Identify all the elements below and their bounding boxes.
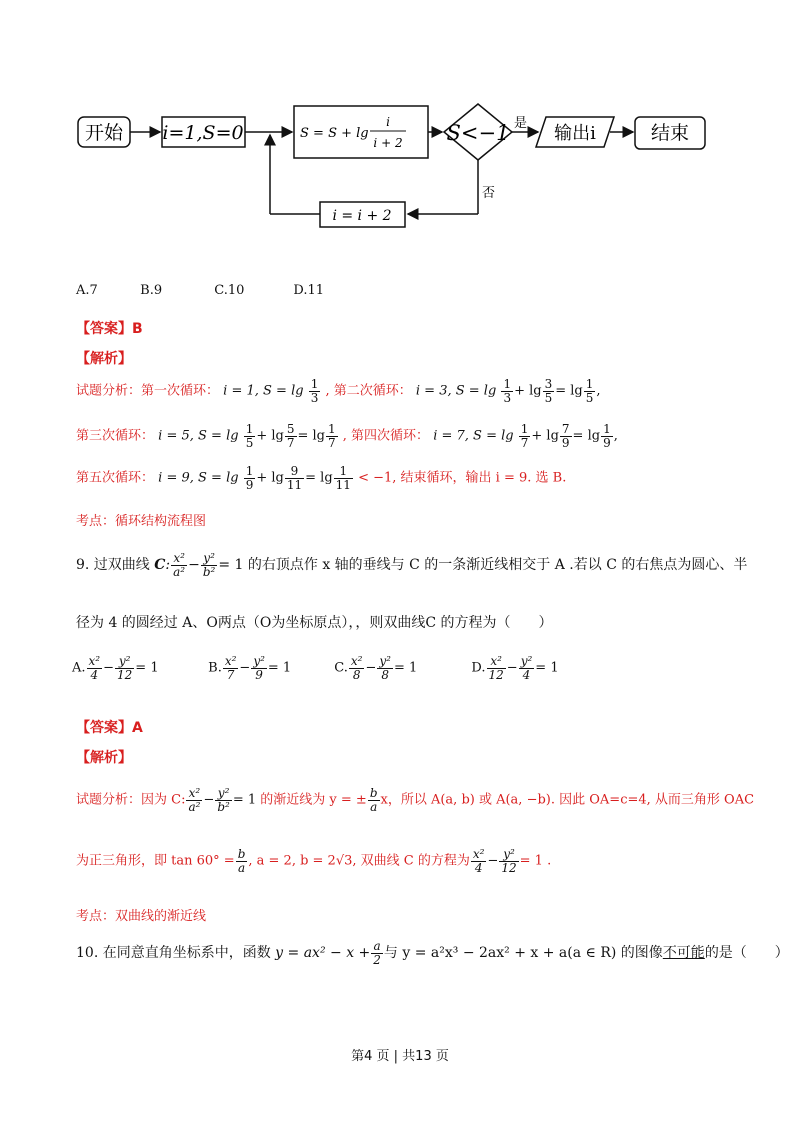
- q9-stem-line-1: 9. 过双曲线 C: $\frac{\text{x²}}{\text{a²}}$ − $\frac{\text{y²}}{\text{b²}}$ = 1 的右顶点作 x 轴的垂线与 C 的一条渐近线相交于 A .若以 C 的右焦点为圆心、半: [76, 551, 748, 579]
- no-label: 否: [482, 186, 496, 201]
- q9-options: [72, 655, 591, 681]
- q9-solution-line-2: 为正三角形，即 tan 60° = $\frac{b}{a}$ , a = 2, b = 2√3, 双曲线 C 的方程为 $\frac{\text{x²}}{4}$ − $\frac{\text{y²}}{12}$ = 1 .: [76, 847, 552, 875]
- sol-math: i = 5, S = lg: [158, 428, 239, 444]
- condition-label: S<−1: [446, 121, 510, 145]
- q8-solution-line-1: 试题分析：第一次循环： i = 1, S = lg $\frac{1}{3}$ , 第二次循环： i = 3, S = lg $\frac{1}{3}$ + lg $\frac{3}{5}$ = lg $\frac{1}{5}$ ,: [76, 377, 601, 405]
- option-c: C.10: [214, 283, 245, 298]
- q8-answer-tag: 【答案】B: [76, 321, 143, 337]
- stem-underline: 不可能: [662, 945, 705, 962]
- q8-solution-line-3: 第五次循环： i = 9, S = lg $\frac{1}{9}$ + lg $\frac{9}{11}$ = lg $\frac{1}{11}$ < −1, 结束循环，输出 i = 9. 选 B.: [76, 464, 567, 492]
- sol-math: i = 9, S = lg: [158, 470, 239, 486]
- q9-answer-tag: 【答案】A: [76, 720, 143, 736]
- q9-option-c: C. $\frac{\text{x²}}{8}$ − $\frac{\text{y²}}{8}$ = 1: [334, 654, 418, 682]
- update-num: i: [386, 115, 390, 129]
- option-a: A.7: [76, 283, 98, 298]
- end-label: 结束: [650, 122, 690, 144]
- stem-text: 的右顶点作 x 轴的垂线与 C 的一条渐近线相交于 A .若以 C 的右焦点为圆心、半: [247, 557, 748, 574]
- sol-text: , 第四次循环：: [342, 428, 430, 444]
- q9-option-d: D. $\frac{\text{x²}}{12}$ − $\frac{\text{y²}}{4}$ = 1: [471, 654, 559, 682]
- sol-text: 第五次循环：: [76, 470, 155, 486]
- sol-text: 为正三角形，即 tan 60° =: [76, 853, 235, 869]
- sol-text: x，所以 A(a, b) 或 A(a, −b). 因此 OA=c=4, 从而三角形 OAC: [380, 792, 755, 808]
- yes-label: 是: [514, 116, 528, 131]
- update-den: i + 2: [373, 136, 403, 150]
- increment-label: i = i + 2: [332, 208, 392, 224]
- q8-solution-line-2: 第三次循环： i = 5, S = lg $\frac{1}{5}$ + lg $\frac{5}{7}$ = lg $\frac{1}{7}$ , 第四次循环： i = 7, S = lg $\frac{1}{7}$ + lg $\frac{7}{9}$ = lg $\frac{1}{9}$ ,: [76, 422, 618, 450]
- stem-text: 的是（ ）: [704, 945, 789, 962]
- q9-solution-line-1: 试题分析：因为 C: $\frac{\text{x²}}{\text{a²}}$ − $\frac{\text{y²}}{\text{b²}}$ = 1 的渐近线为 y = ± $\frac{b}{a}$ x，所以 A(a, b) 或 A(a, −b). 因此 OA=c=4, 从而三角形 OAC: [76, 786, 755, 814]
- sol-text: = 1 .: [519, 853, 552, 869]
- option-b: B.9: [140, 283, 163, 298]
- start-label: 开始: [84, 122, 124, 144]
- option-d: D.11: [293, 283, 325, 298]
- sol-text: , a = 2, b = 2√3, 双曲线 C 的方程为: [248, 853, 470, 869]
- q9-option-a: A. $\frac{\text{x²}}{4}$ − $\frac{\text{y²}}{12}$ = 1: [72, 654, 159, 682]
- update-lhs: S = S + lg: [300, 126, 369, 141]
- q8-keypoint: 考点：循环结构流程图: [76, 514, 207, 529]
- q10-stem: 10. 在同意直角坐标系中，函数 y = ax² − x + $\frac{a}{2}$ 与 y = a²x³ − 2ax² + x + a(a ∈ R) 的图像不可能的是（ ）: [76, 939, 789, 967]
- q8-analysis-tag: 【解析】: [76, 351, 132, 367]
- sol-text: 第三次循环：: [76, 428, 155, 444]
- q9-analysis-tag: 【解析】: [76, 750, 132, 766]
- sol-math: i = 1, S = lg: [223, 383, 304, 399]
- stem-text: 9. 过双曲线: [76, 557, 150, 574]
- sol-math: i = 3, S = lg: [415, 383, 497, 399]
- sol-text: 的渐近线为 y = ±: [260, 792, 367, 808]
- stem-text: 10. 在同意直角坐标系中，函数: [76, 945, 271, 962]
- q9-option-b: B. $\frac{\text{x²}}{7}$ − $\frac{\text{y²}}{9}$ = 1: [208, 654, 292, 682]
- stem-math: y = ax² − x +: [275, 945, 371, 962]
- stem-text: 与 y = a²x³ − 2ax² + x + a(a ∈ R) 的图像: [383, 945, 663, 962]
- sol-text: 试题分析：第一次循环：: [76, 383, 220, 399]
- q9-stem-line-2: 径为 4 的圆经过 A、O两点（O为坐标原点），，则双曲线C 的方程为（ ）: [76, 615, 553, 631]
- output-label: 输出i: [554, 123, 596, 144]
- q9-keypoint: 考点：双曲线的渐近线: [76, 909, 207, 924]
- sol-text: , 第二次循环：: [325, 383, 412, 399]
- sol-math: i = 7, S = lg: [433, 428, 514, 444]
- init-label: i=1,S=0: [162, 122, 244, 144]
- q8-options: [76, 283, 353, 298]
- sol-text: < −1, 结束循环，输出 i = 9. 选 B.: [358, 470, 567, 486]
- sol-text: 试题分析：因为 C:: [76, 792, 186, 808]
- page-footer: 第4 页 | 共13 页: [351, 1049, 449, 1064]
- flowchart: [0, 90, 800, 230]
